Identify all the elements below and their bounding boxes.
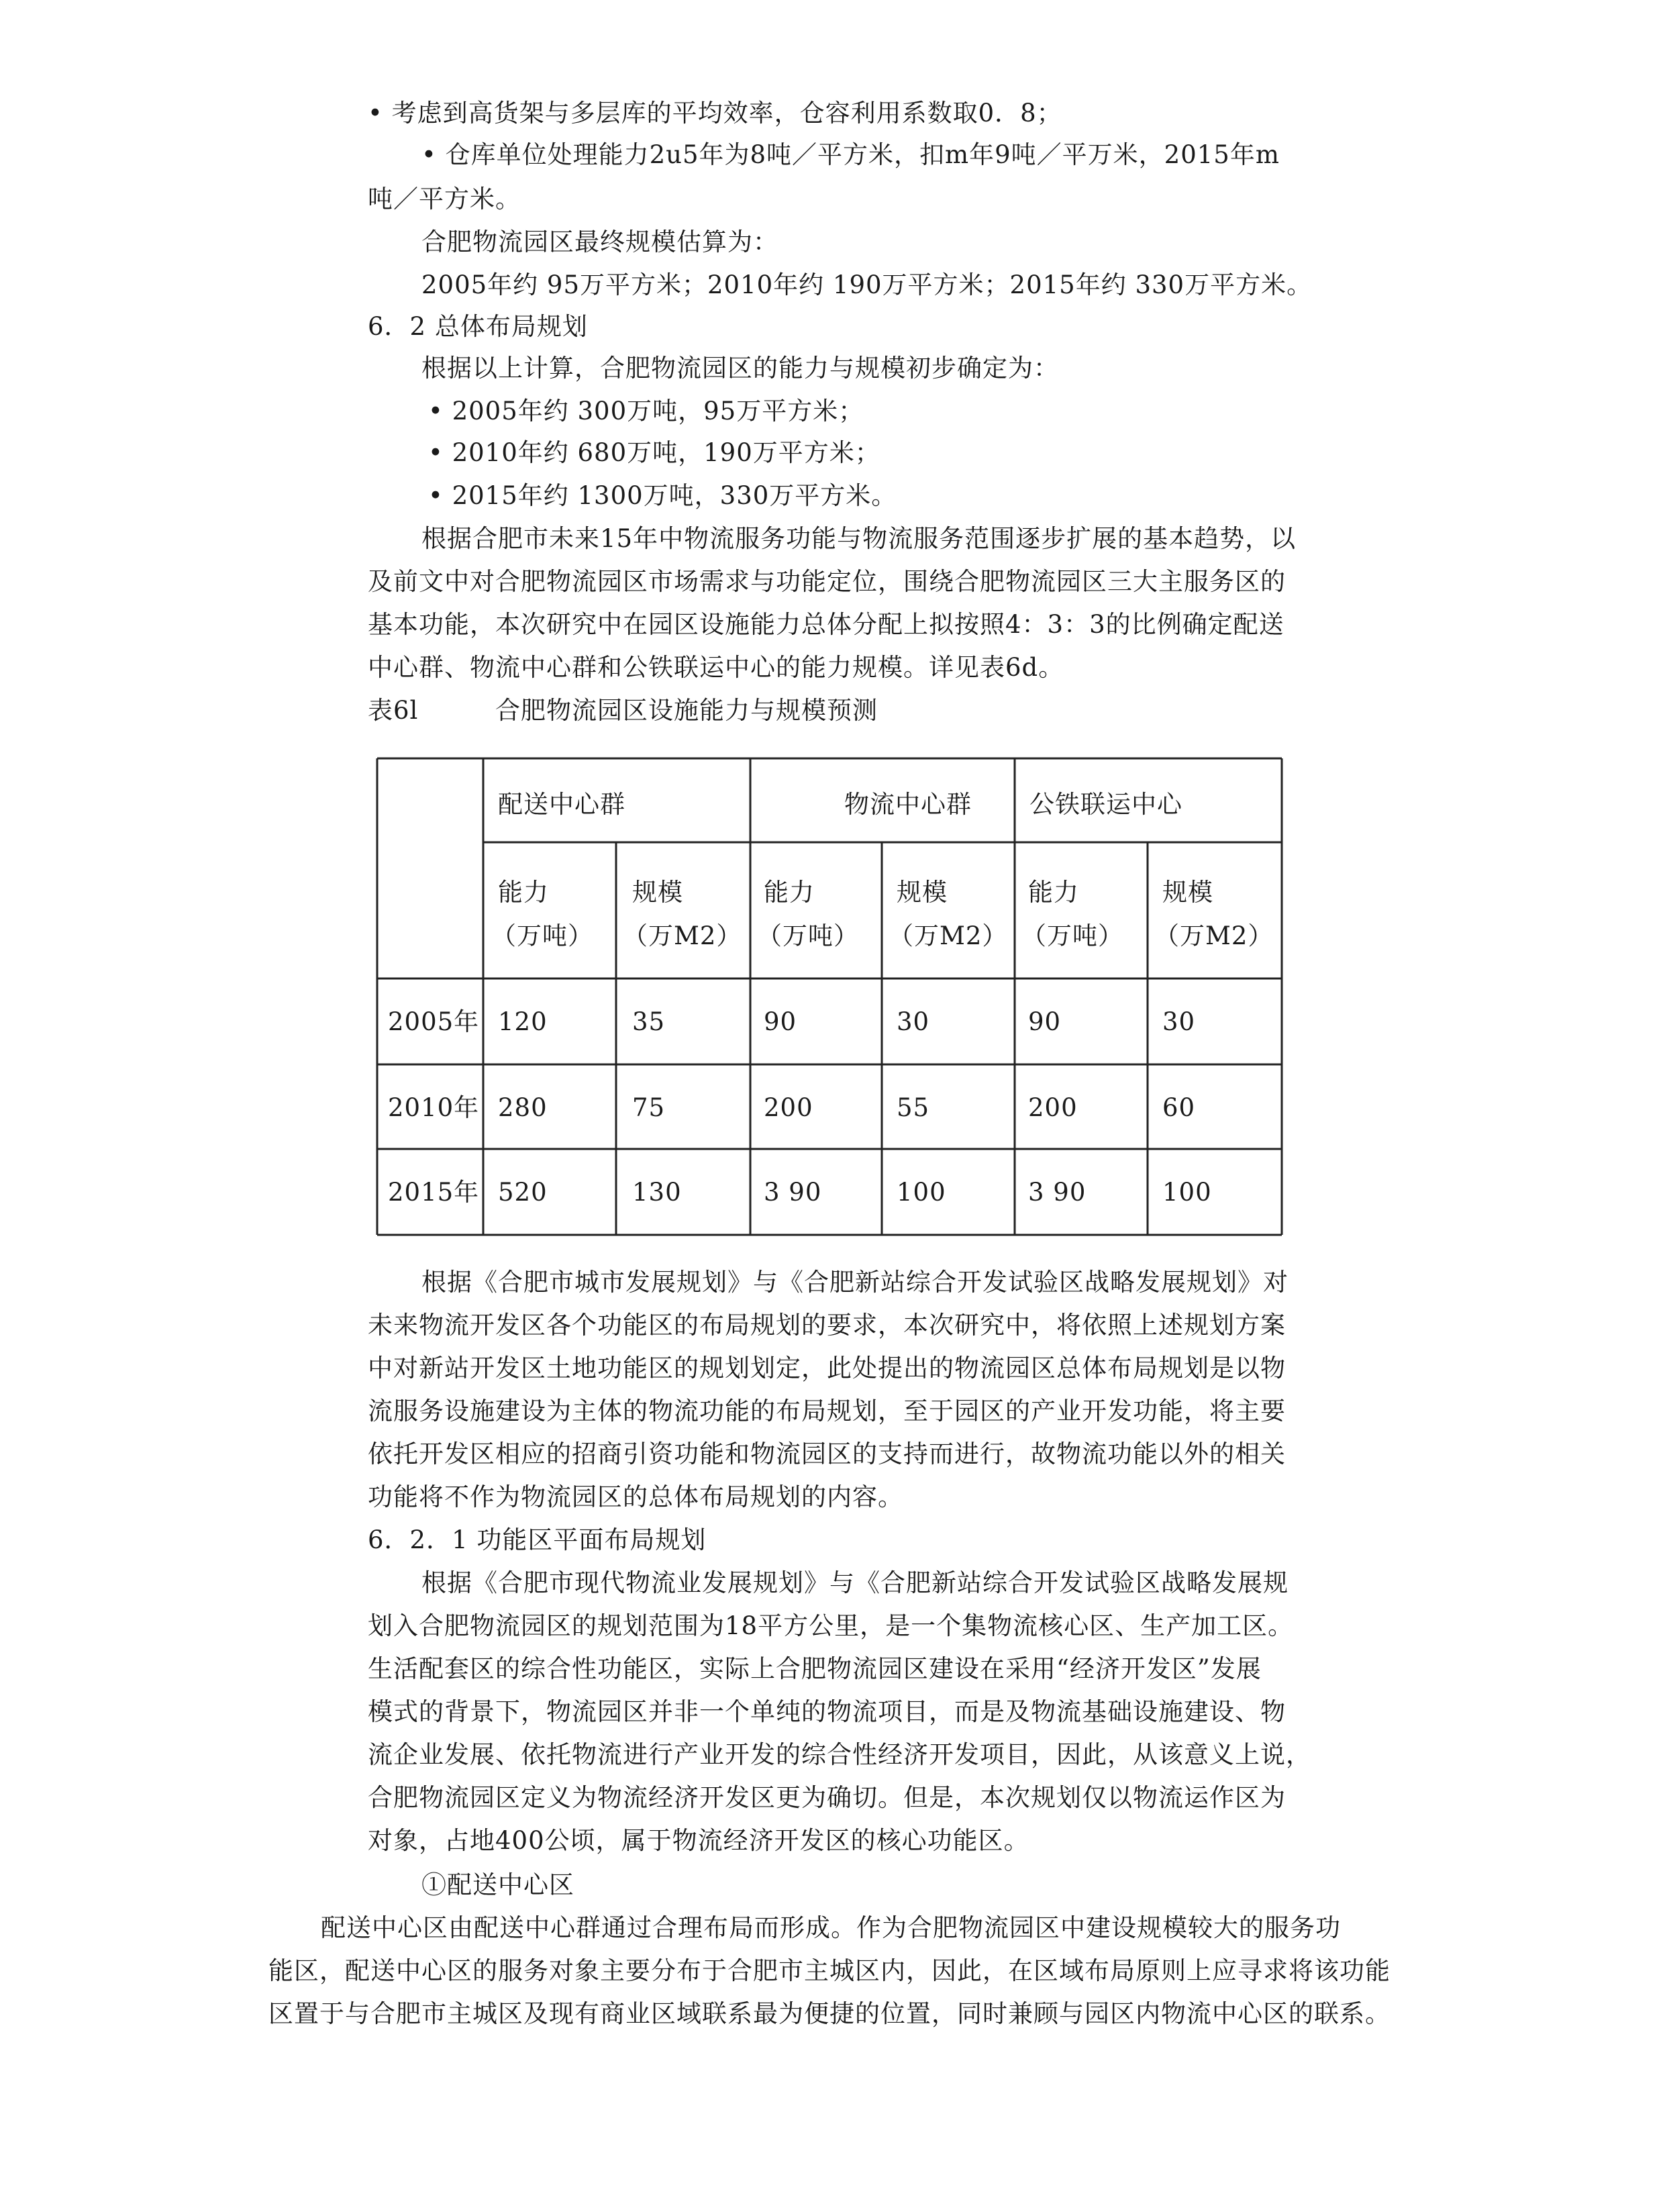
table-subheader-label: 能力 (498, 878, 549, 907)
section-heading: 6．2 总体布局规划 (368, 312, 588, 341)
paragraph-1-line-3: 基本功能，本次研究中在园区设施能力总体分配上拟按照4：3：3的比例确定配送 (368, 610, 1284, 639)
table-cell: 100 (1162, 1178, 1212, 1207)
table-cell: 30 (897, 1007, 930, 1036)
intro-line-5: 2005年约 95万平方米；2010年约 190万平方米；2015年约 330万平方米。 (421, 270, 1313, 299)
table-subheader-unit: （万吨） (491, 921, 593, 950)
table-cell: 90 (1028, 1007, 1062, 1036)
table-caption-title: 合肥物流园区设施能力与规模预测 (495, 696, 878, 725)
table-row-year: 2010年 (388, 1093, 480, 1122)
paragraph-2-line-4: 流服务设施建设为主体的物流功能的布局规划，至于园区的产业开发功能，将主要 (368, 1397, 1286, 1425)
table-cell: 200 (1028, 1093, 1078, 1122)
paragraph-4-line-1: 配送中心区由配送中心群通过合理布局而形成。作为合肥物流园区中建设规模较大的服务功 (321, 1913, 1341, 1942)
table-row-year: 2005年 (388, 1007, 480, 1036)
table-cell: 90 (764, 1007, 797, 1036)
intro-line-4: 合肥物流园区最终规模估算为： (421, 228, 778, 256)
capacity-intro: 根据以上计算，合肥物流园区的能力与规模初步确定为： (421, 354, 1059, 383)
paragraph-4-line-3: 区置于与合肥市主城区及现有商业区域联系最为便捷的位置，同时兼顾与园区内物流中心区的联系。 (268, 1999, 1391, 2028)
table-subheader-unit: （万M2） (623, 921, 742, 950)
table-group-header: 公铁联运中心 (1029, 790, 1182, 819)
paragraph-3-line-5: 流企业发展、依托物流进行产业开发的综合性经济开发项目，因此，从该意义上说， (368, 1740, 1311, 1769)
table-subheader-unit: （万M2） (1154, 921, 1274, 950)
table-subheader-unit: （万吨） (757, 921, 859, 950)
table-caption-label: 表6l (368, 696, 419, 725)
paragraph-1-line-4: 中心群、物流中心群和公铁联运中心的能力规模。详见表6d。 (368, 653, 1064, 682)
table-subheader-label: 规模 (632, 878, 683, 907)
table-cell: 3 90 (1028, 1178, 1087, 1207)
intro-line-3: 吨／平方米。 (368, 185, 521, 213)
paragraph-2-line-3: 中对新站开发区土地功能区的规划划定，此处提出的物流园区总体布局规划是以物 (368, 1354, 1286, 1382)
table-cell: 130 (632, 1178, 682, 1207)
table-subheader-label: 能力 (1028, 878, 1079, 907)
paragraph-4-line-2: 能区，配送中心区的服务对象主要分布于合肥市主城区内，因此，在区域布局原则上应寻求将该功能 (268, 1956, 1391, 1985)
table-group-header: 物流中心群 (844, 790, 972, 819)
paragraph-3-line-1: 根据《合肥市现代物流业发展规划》与《合肥新站综合开发试验区战略发展规 (421, 1568, 1289, 1597)
table-cell: 280 (498, 1093, 548, 1122)
paragraph-3-line-2: 划入合肥物流园区的规划范围为18平方公里，是一个集物流核心区、生产加工区。 (368, 1611, 1294, 1640)
table-cell: 30 (1162, 1007, 1196, 1036)
table-cell: 55 (897, 1093, 930, 1122)
table-subheader-unit: （万M2） (889, 921, 1008, 950)
table-group-header: 配送中心群 (498, 790, 625, 819)
table-cell: 75 (632, 1093, 666, 1122)
capacity-bullet-1: • 2005年约 300万吨，95万平方米； (428, 397, 864, 425)
item-heading: ①配送中心区 (421, 1870, 574, 1899)
paragraph-2-line-2: 未来物流开发区各个功能区的布局规划的要求，本次研究中，将依照上述规划方案 (368, 1311, 1286, 1340)
paragraph-2-line-1: 根据《合肥市城市发展规划》与《合肥新站综合开发试验区战略发展规划》对 (421, 1268, 1289, 1297)
paragraph-2-line-5: 依托开发区相应的招商引资功能和物流园区的支持而进行，故物流功能以外的相关 (368, 1440, 1286, 1468)
paragraph-2-line-6: 功能将不作为物流园区的总体布局规划的内容。 (368, 1482, 903, 1511)
table-subheader-unit: （万吨） (1021, 921, 1123, 950)
paragraph-1-line-2: 及前文中对合肥物流园区市场需求与功能定位，围绕合肥物流园区三大主服务区的 (368, 567, 1286, 596)
paragraph-3-line-6: 合肥物流园区定义为物流经济开发区更为确切。但是，本次规划仅以物流运作区为 (368, 1783, 1286, 1812)
table-cell: 3 90 (764, 1178, 822, 1207)
paragraph-3-line-7: 对象，占地400公顷，属于物流经济开发区的核心功能区。 (368, 1826, 1029, 1855)
intro-line-1: • 考虑到高货架与多层库的平均效率，仓容利用系数取0．8； (368, 99, 1062, 128)
table-row-year: 2015年 (388, 1178, 480, 1207)
subsection-heading: 6．2．1 功能区平面布局规划 (368, 1525, 707, 1554)
table-cell: 100 (897, 1178, 946, 1207)
table-cell: 120 (498, 1007, 548, 1036)
table-subheader-label: 能力 (764, 878, 815, 907)
capacity-bullet-2: • 2010年约 680万吨，190万平方米； (428, 438, 880, 467)
table-subheader-label: 规模 (1162, 878, 1213, 907)
intro-line-2: • 仓库单位处理能力2u5年为8吨／平方米，扣m年9吨／平万米，2015年m (421, 140, 1280, 169)
table-cell: 35 (632, 1007, 666, 1036)
table-cell: 200 (764, 1093, 813, 1122)
paragraph-3-line-3: 生活配套区的综合性功能区，实际上合肥物流园区建设在采用“经济开发区”发展 (368, 1654, 1262, 1683)
paragraph-3-line-4: 模式的背景下，物流园区并非一个单纯的物流项目，而是及物流基础设施建设、物 (368, 1697, 1286, 1726)
table-subheader-label: 规模 (897, 878, 948, 907)
capacity-bullet-3: • 2015年约 1300万吨，330万平方米。 (428, 481, 897, 510)
table-cell: 60 (1162, 1093, 1196, 1122)
table-cell: 520 (498, 1178, 548, 1207)
paragraph-1-line-1: 根据合肥市未来15年中物流服务功能与物流服务范围逐步扩展的基本趋势，以 (421, 524, 1297, 553)
